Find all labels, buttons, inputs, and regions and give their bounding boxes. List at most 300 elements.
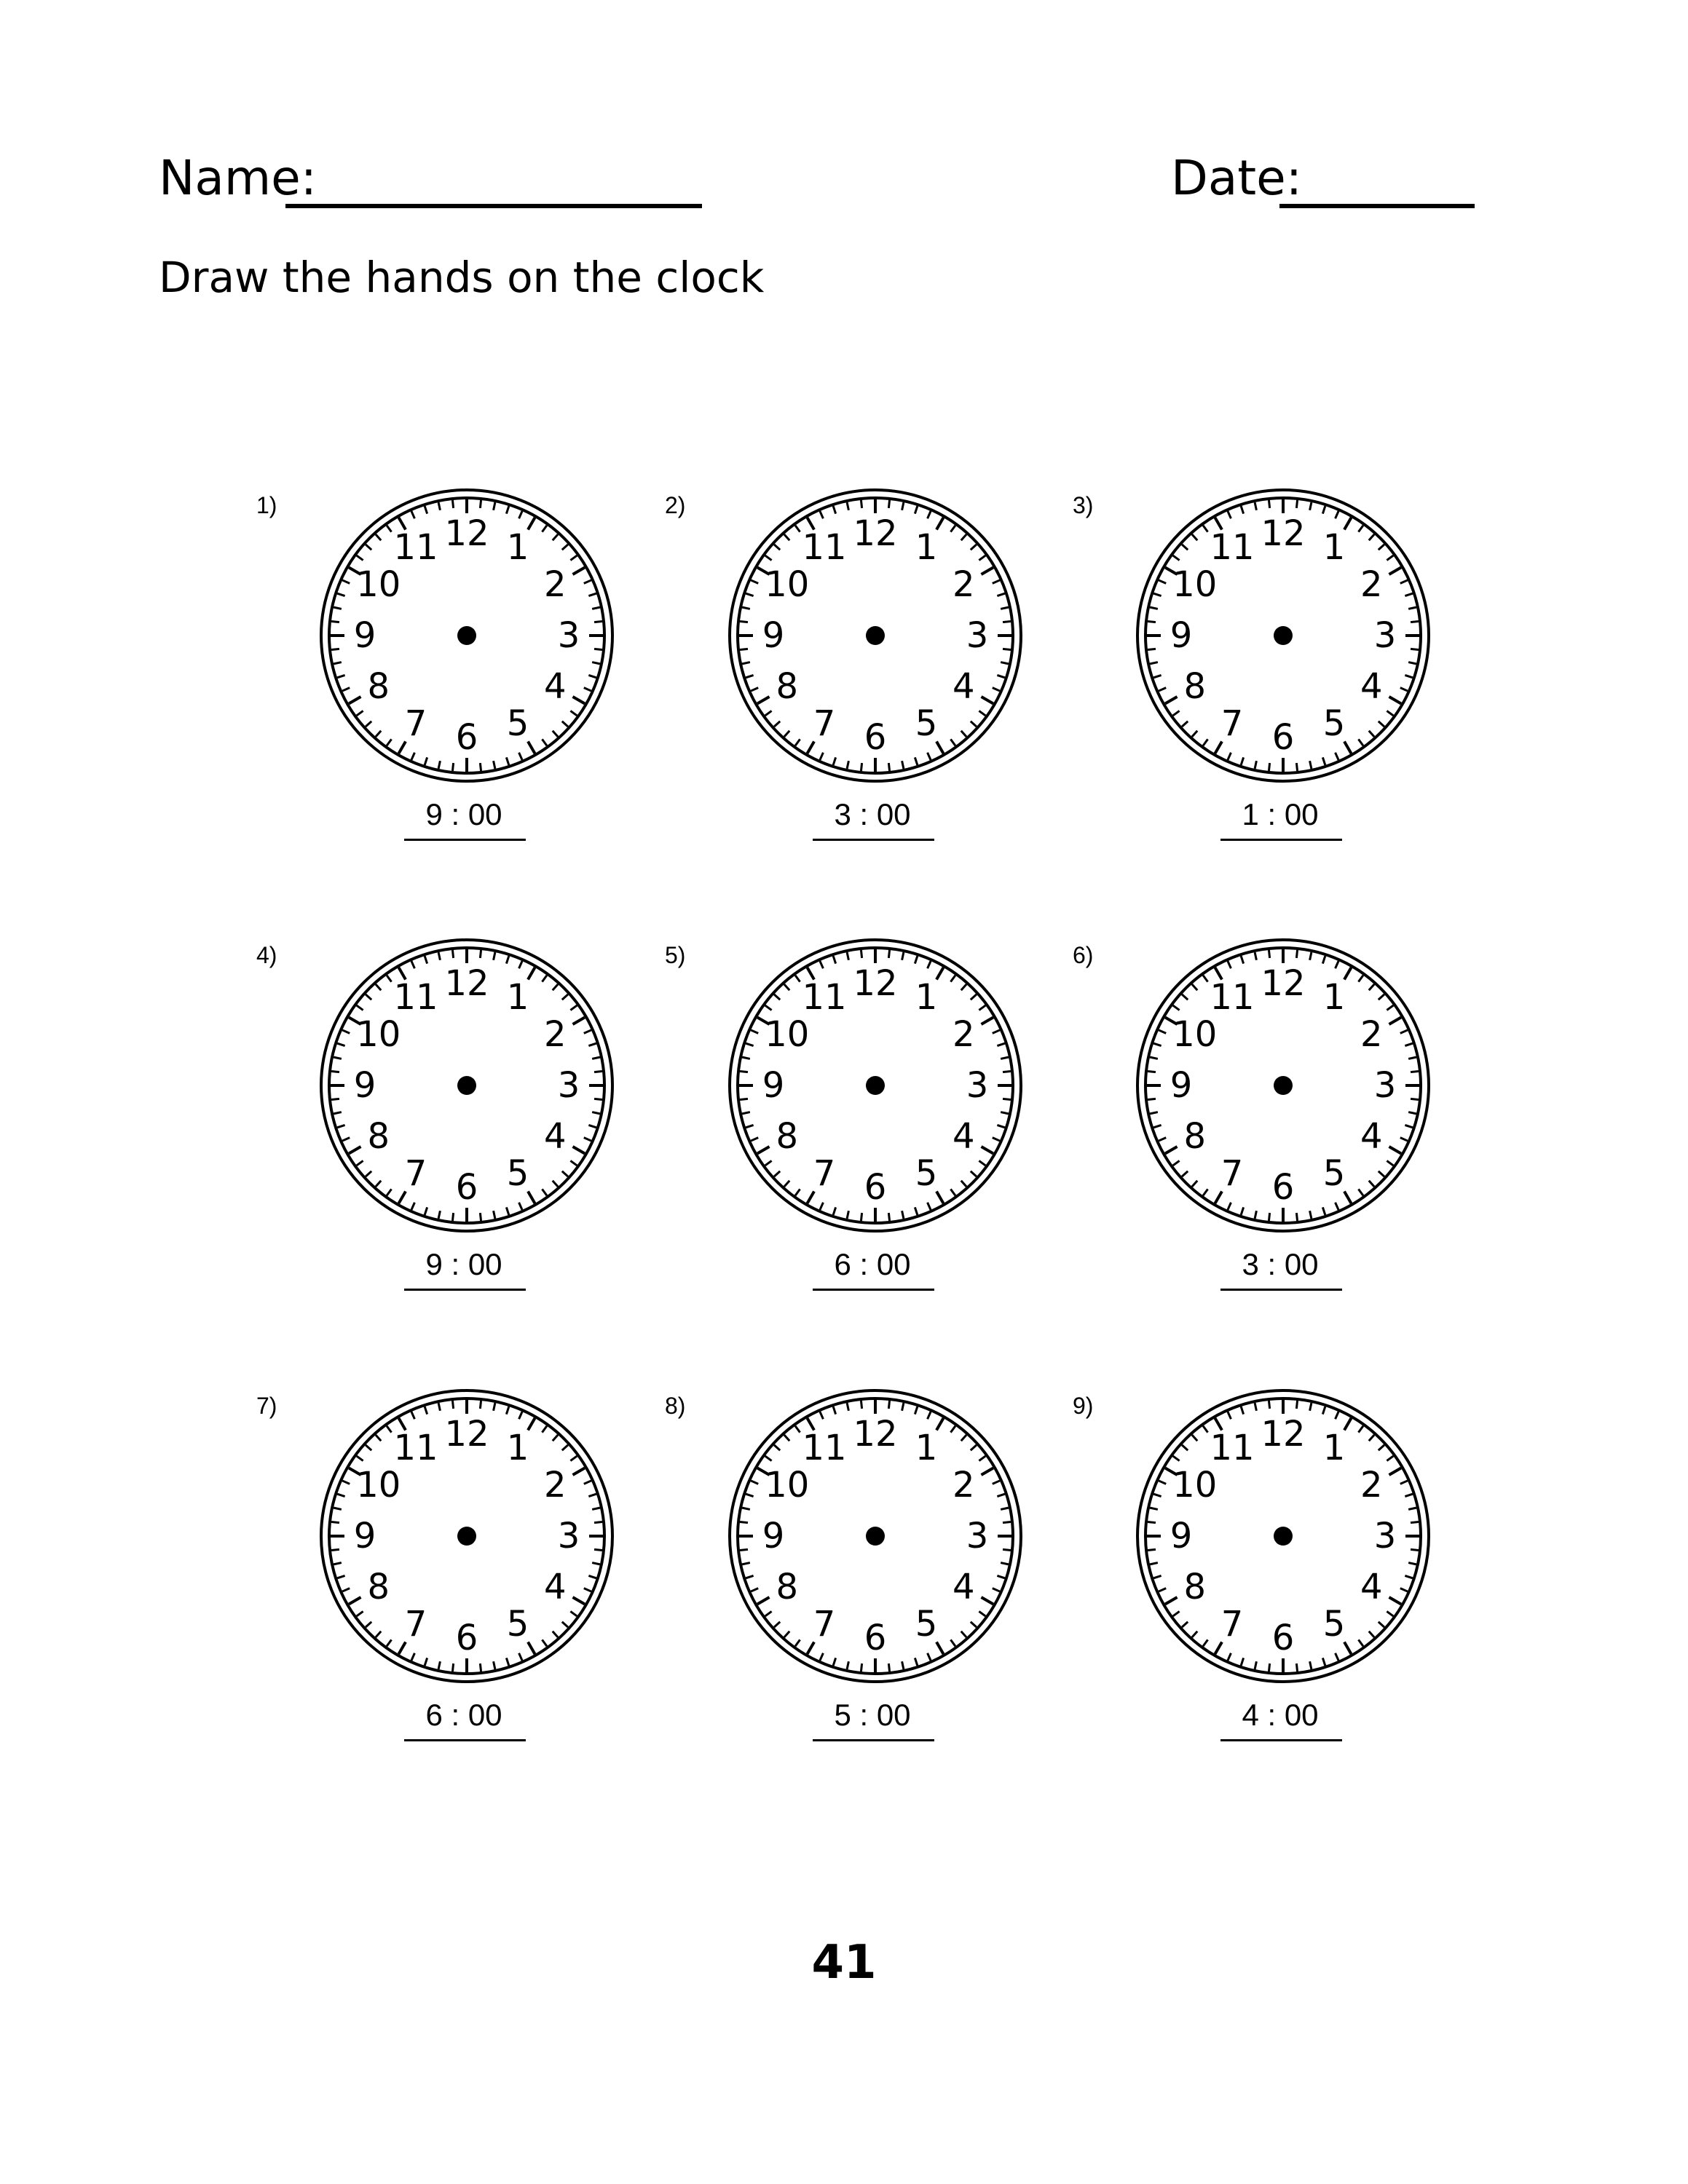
minute-tick xyxy=(366,1622,371,1627)
minute-tick xyxy=(357,1005,363,1010)
target-time: 3 : 00 xyxy=(1242,1247,1319,1281)
time-underline xyxy=(1220,1739,1342,1741)
minute-tick xyxy=(494,1661,495,1669)
minute-tick xyxy=(542,526,546,532)
minute-tick xyxy=(1241,757,1243,764)
minute-tick xyxy=(1310,952,1312,960)
minute-tick xyxy=(1408,1112,1416,1114)
minute-tick xyxy=(1203,1426,1207,1433)
minute-tick xyxy=(1150,1563,1158,1564)
minute-tick xyxy=(1203,976,1207,982)
clock-numeral: 10 xyxy=(356,1465,401,1506)
clock-numeral: 3 xyxy=(557,1516,580,1556)
minute-tick xyxy=(1182,721,1188,727)
minute-tick xyxy=(1369,1631,1374,1637)
minute-tick xyxy=(411,1203,414,1210)
hour-tick xyxy=(981,697,993,704)
minute-tick xyxy=(961,731,966,737)
minute-tick xyxy=(833,1207,835,1214)
clock-problem xyxy=(256,494,635,858)
minute-tick xyxy=(1241,1406,1243,1414)
minute-tick xyxy=(1228,961,1231,968)
date-field[interactable] xyxy=(1279,204,1475,208)
clock-center-dot xyxy=(457,1076,476,1095)
clock-face[interactable] xyxy=(1132,485,1434,786)
minute-tick xyxy=(1228,1203,1231,1210)
minute-tick xyxy=(357,1611,363,1615)
minute-tick xyxy=(751,1030,758,1033)
hour-tick xyxy=(981,568,993,575)
clock-numeral: 3 xyxy=(1373,1516,1397,1556)
clock-numeral: 3 xyxy=(966,1516,989,1556)
minute-tick xyxy=(1400,1138,1408,1141)
minute-tick xyxy=(774,1445,780,1450)
clock-numeral: 9 xyxy=(353,1065,376,1106)
minute-tick xyxy=(1001,1057,1009,1059)
minute-tick xyxy=(562,721,568,727)
minute-tick xyxy=(480,1401,481,1409)
minute-tick xyxy=(519,1203,522,1210)
clock-face[interactable] xyxy=(1132,1385,1434,1687)
minute-tick xyxy=(971,721,977,727)
clock-face[interactable] xyxy=(725,935,1026,1236)
hour-tick xyxy=(936,1418,944,1430)
clock-face[interactable] xyxy=(725,485,1026,786)
clock-numeral: 6 xyxy=(455,717,478,758)
minute-tick xyxy=(1255,952,1256,960)
minute-tick xyxy=(1408,1057,1416,1059)
minute-tick xyxy=(765,1005,772,1010)
minute-tick xyxy=(452,1401,453,1409)
minute-tick xyxy=(1003,1549,1011,1550)
minute-tick xyxy=(902,761,904,769)
minute-tick xyxy=(1379,1171,1384,1176)
clock-face[interactable] xyxy=(316,485,618,786)
minute-tick xyxy=(742,1563,750,1564)
minute-tick xyxy=(1310,761,1312,769)
minute-tick xyxy=(494,1403,495,1411)
minute-tick xyxy=(784,731,789,737)
minute-tick xyxy=(425,506,427,513)
minute-tick xyxy=(1336,753,1338,760)
minute-tick xyxy=(331,621,339,622)
minute-tick xyxy=(1192,1181,1197,1187)
minute-tick xyxy=(1148,1549,1156,1550)
minute-tick xyxy=(774,1171,780,1176)
minute-tick xyxy=(1182,1622,1188,1627)
minute-tick xyxy=(387,739,391,745)
minute-tick xyxy=(1400,688,1408,691)
minute-tick xyxy=(1159,1030,1166,1033)
clock-numeral: 5 xyxy=(506,703,529,745)
minute-tick xyxy=(1400,1030,1408,1033)
minute-tick xyxy=(847,1403,848,1411)
minute-tick xyxy=(1153,675,1161,677)
minute-tick xyxy=(337,675,344,677)
minute-tick xyxy=(1369,731,1374,737)
minute-tick xyxy=(1296,1401,1297,1409)
minute-tick xyxy=(847,1211,848,1219)
minute-tick xyxy=(411,753,414,760)
clock-numeral: 12 xyxy=(444,1414,489,1455)
minute-tick xyxy=(411,961,414,968)
minute-tick xyxy=(1336,1653,1338,1661)
clock-numeral: 8 xyxy=(1183,1116,1207,1157)
minute-tick xyxy=(997,1125,1004,1127)
clock-numeral: 9 xyxy=(1170,1065,1193,1106)
minute-tick xyxy=(425,1207,427,1214)
minute-tick xyxy=(833,1658,835,1665)
time-underline xyxy=(404,1739,526,1741)
minute-tick xyxy=(928,511,931,518)
clock-numeral: 6 xyxy=(455,1167,478,1208)
clock-numeral: 7 xyxy=(1220,1153,1244,1195)
clock-numeral: 9 xyxy=(762,615,785,656)
minute-tick xyxy=(784,534,789,540)
minute-tick xyxy=(915,1207,917,1214)
minute-tick xyxy=(1203,1189,1207,1195)
clock-numeral: 6 xyxy=(1271,1167,1295,1208)
instructions: Draw the hands on the clock xyxy=(159,253,765,302)
minute-tick xyxy=(784,1435,789,1441)
problem-number: 6) xyxy=(1073,942,1094,968)
problem-number: 7) xyxy=(256,1393,277,1419)
clock-numeral: 3 xyxy=(1373,615,1397,656)
minute-tick xyxy=(506,1658,508,1665)
minute-tick xyxy=(795,1426,800,1433)
clock-center-dot xyxy=(866,626,885,645)
minute-tick xyxy=(915,757,917,764)
clock-numeral: 4 xyxy=(1360,1567,1383,1607)
minute-tick xyxy=(1001,662,1009,664)
minute-tick xyxy=(751,1481,758,1484)
problem-number: 1) xyxy=(256,492,277,518)
hour-tick xyxy=(981,1468,993,1476)
clock-numeral: 3 xyxy=(966,615,989,656)
minute-tick xyxy=(1153,1125,1161,1127)
minute-tick xyxy=(1405,675,1412,677)
clock-numeral: 2 xyxy=(952,1014,975,1055)
minute-tick xyxy=(1150,1508,1158,1509)
hour-tick xyxy=(1344,518,1352,529)
clock-numeral: 5 xyxy=(915,1604,938,1645)
minute-tick xyxy=(902,1661,904,1669)
clock-face[interactable] xyxy=(316,1385,618,1687)
minute-tick xyxy=(1173,1160,1180,1165)
minute-tick xyxy=(570,1456,577,1460)
minute-tick xyxy=(376,1435,381,1441)
minute-tick xyxy=(1379,545,1384,550)
clock-problem xyxy=(1073,1394,1451,1758)
clock-problem xyxy=(665,1394,1044,1758)
clock-numeral: 8 xyxy=(776,1567,799,1607)
minute-tick xyxy=(915,956,917,963)
minute-tick xyxy=(1322,757,1325,764)
minute-tick xyxy=(784,984,789,990)
hour-tick xyxy=(1344,1642,1352,1653)
minute-tick xyxy=(820,1203,823,1210)
minute-tick xyxy=(411,511,414,518)
clock-numeral: 8 xyxy=(367,1116,390,1157)
minute-tick xyxy=(334,1057,342,1059)
clock-numeral: 4 xyxy=(543,1116,567,1157)
minute-tick xyxy=(751,688,758,691)
clock-problem xyxy=(1073,943,1451,1307)
minute-tick xyxy=(1296,1663,1297,1671)
clock-numeral: 11 xyxy=(1210,976,1255,1018)
minute-tick xyxy=(592,1057,600,1059)
clock-numeral: 9 xyxy=(353,1516,376,1556)
minute-tick xyxy=(387,1426,391,1433)
clock-problem xyxy=(1073,494,1451,858)
minute-tick xyxy=(342,1481,350,1484)
clock-numeral: 5 xyxy=(1322,1153,1346,1195)
name-label: Name: xyxy=(159,150,317,206)
minute-tick xyxy=(506,757,508,764)
minute-tick xyxy=(519,1653,522,1661)
hour-tick xyxy=(528,1418,535,1430)
minute-tick xyxy=(584,1481,591,1484)
minute-tick xyxy=(1369,1181,1374,1187)
target-time: 3 : 00 xyxy=(834,797,911,831)
minute-tick xyxy=(993,580,1000,583)
minute-tick xyxy=(1255,502,1256,510)
minute-tick xyxy=(820,1653,823,1661)
minute-tick xyxy=(1336,511,1338,518)
minute-tick xyxy=(1336,961,1338,968)
clock-numeral: 11 xyxy=(802,1427,847,1468)
minute-tick xyxy=(979,555,985,560)
minute-tick xyxy=(820,1412,823,1419)
minute-tick xyxy=(979,711,985,715)
hour-tick xyxy=(1389,697,1400,704)
minute-tick xyxy=(746,1125,753,1127)
clock-numeral: 7 xyxy=(404,703,427,745)
minute-tick xyxy=(1228,1412,1231,1419)
minute-tick xyxy=(553,731,558,737)
minute-tick xyxy=(1159,580,1166,583)
minute-tick xyxy=(425,1406,427,1414)
minute-tick xyxy=(847,502,848,510)
clock-numeral: 8 xyxy=(1183,1567,1207,1607)
clock-center-dot xyxy=(1274,1527,1293,1546)
clock-numeral: 12 xyxy=(853,1414,898,1455)
minute-tick xyxy=(584,1588,591,1591)
minute-tick xyxy=(765,555,772,560)
hour-tick xyxy=(757,1597,769,1605)
minute-tick xyxy=(337,1575,344,1578)
hour-tick xyxy=(572,1468,584,1476)
clock-numeral: 9 xyxy=(762,1516,785,1556)
minute-tick xyxy=(1192,731,1197,737)
minute-tick xyxy=(774,1622,780,1627)
minute-tick xyxy=(594,1549,602,1550)
minute-tick xyxy=(588,1125,596,1127)
minute-tick xyxy=(746,675,753,677)
clock-numeral: 11 xyxy=(802,526,847,568)
clock-numeral: 5 xyxy=(506,1604,529,1645)
minute-tick xyxy=(1369,1435,1374,1441)
clock-face[interactable] xyxy=(316,935,618,1236)
minute-tick xyxy=(746,1494,753,1496)
minute-tick xyxy=(1173,1611,1180,1615)
clock-numeral: 2 xyxy=(1360,1014,1383,1055)
minute-tick xyxy=(1255,1661,1256,1669)
minute-tick xyxy=(1001,607,1009,609)
minute-tick xyxy=(1322,1207,1325,1214)
minute-tick xyxy=(820,753,823,760)
target-time: 9 : 00 xyxy=(425,797,502,831)
minute-tick xyxy=(765,711,772,715)
minute-tick xyxy=(494,952,495,960)
minute-tick xyxy=(902,502,904,510)
minute-tick xyxy=(950,1426,955,1433)
clock-problem xyxy=(256,1394,635,1758)
minute-tick xyxy=(519,753,522,760)
hour-tick xyxy=(528,1642,535,1653)
minute-tick xyxy=(1150,1057,1158,1059)
minute-tick xyxy=(1358,1189,1362,1195)
minute-tick xyxy=(928,961,931,968)
hour-tick xyxy=(1165,697,1177,704)
clock-face[interactable] xyxy=(725,1385,1026,1687)
minute-tick xyxy=(1408,1508,1416,1509)
clock-numeral: 5 xyxy=(506,1153,529,1195)
clock-numeral: 6 xyxy=(864,717,887,758)
clock-numeral: 10 xyxy=(1172,1014,1218,1055)
minute-tick xyxy=(357,1160,363,1165)
clock-numeral: 8 xyxy=(776,666,799,707)
minute-tick xyxy=(902,1403,904,1411)
minute-tick xyxy=(553,1181,558,1187)
minute-tick xyxy=(742,662,750,664)
minute-tick xyxy=(950,976,955,982)
page-number: 41 xyxy=(811,1936,877,1990)
clock-numeral: 10 xyxy=(356,564,401,605)
clock-numeral: 1 xyxy=(506,976,529,1018)
minute-tick xyxy=(1203,739,1207,745)
minute-tick xyxy=(1192,1435,1197,1441)
minute-tick xyxy=(1228,511,1231,518)
hour-tick xyxy=(981,1597,993,1605)
clock-numeral: 12 xyxy=(1261,963,1306,1004)
clock-numeral: 7 xyxy=(1220,703,1244,745)
clock-numeral: 12 xyxy=(444,963,489,1004)
problem-number: 5) xyxy=(665,942,686,968)
minute-tick xyxy=(774,545,780,550)
clock-numeral: 4 xyxy=(952,666,975,707)
minute-tick xyxy=(506,1406,508,1414)
minute-tick xyxy=(1411,1071,1419,1072)
clock-numeral: 4 xyxy=(543,1567,567,1607)
minute-tick xyxy=(331,1071,339,1072)
minute-tick xyxy=(1192,984,1197,990)
minute-tick xyxy=(1411,621,1419,622)
minute-tick xyxy=(588,1575,596,1578)
minute-tick xyxy=(342,1138,350,1141)
minute-tick xyxy=(480,763,481,771)
minute-tick xyxy=(1001,1112,1009,1114)
minute-tick xyxy=(584,688,591,691)
minute-tick xyxy=(993,1588,1000,1591)
minute-tick xyxy=(997,675,1004,677)
minute-tick xyxy=(1148,621,1156,622)
clock-numeral: 4 xyxy=(1360,1116,1383,1157)
target-time: 6 : 00 xyxy=(834,1247,911,1281)
clock-numeral: 7 xyxy=(1220,1604,1244,1645)
clock-numeral: 12 xyxy=(444,513,489,554)
hour-tick xyxy=(1344,1191,1352,1203)
minute-tick xyxy=(993,688,1000,691)
clock-numeral: 4 xyxy=(952,1116,975,1157)
name-field[interactable] xyxy=(285,204,702,208)
minute-tick xyxy=(1173,1456,1180,1460)
time-underline xyxy=(404,1289,526,1291)
minute-tick xyxy=(902,952,904,960)
target-time: 1 : 00 xyxy=(1242,797,1319,831)
minute-tick xyxy=(331,1549,339,1550)
minute-tick xyxy=(961,1435,966,1441)
clock-numeral: 11 xyxy=(802,976,847,1018)
clock-numeral: 7 xyxy=(404,1604,427,1645)
clock-center-dot xyxy=(457,1527,476,1546)
minute-tick xyxy=(928,753,931,760)
minute-tick xyxy=(570,1160,577,1165)
minute-tick xyxy=(1400,1481,1408,1484)
minute-tick xyxy=(950,1189,955,1195)
minute-tick xyxy=(594,621,602,622)
minute-tick xyxy=(506,956,508,963)
clock-problem xyxy=(256,943,635,1307)
minute-tick xyxy=(1192,534,1197,540)
clock-face[interactable] xyxy=(1132,935,1434,1236)
minute-tick xyxy=(1387,1456,1393,1460)
hour-tick xyxy=(349,1147,360,1154)
minute-tick xyxy=(542,739,546,745)
minute-tick xyxy=(376,534,381,540)
minute-tick xyxy=(742,1508,750,1509)
minute-tick xyxy=(1358,976,1362,982)
minute-tick xyxy=(1150,662,1158,664)
hour-tick xyxy=(936,518,944,529)
minute-tick xyxy=(562,994,568,1000)
hour-tick xyxy=(572,697,584,704)
minute-tick xyxy=(1379,994,1384,1000)
minute-tick xyxy=(961,1181,966,1187)
minute-tick xyxy=(1296,763,1297,771)
hour-tick xyxy=(349,697,360,704)
minute-tick xyxy=(553,534,558,540)
minute-tick xyxy=(1150,607,1158,609)
hour-tick xyxy=(1389,1468,1400,1476)
minute-tick xyxy=(928,1653,931,1661)
clock-numeral: 1 xyxy=(915,1427,938,1468)
clock-numeral: 10 xyxy=(1172,1465,1218,1506)
minute-tick xyxy=(751,1588,758,1591)
minute-tick xyxy=(342,688,350,691)
clock-numeral: 9 xyxy=(762,1065,785,1106)
clock-numeral: 10 xyxy=(765,1014,810,1055)
minute-tick xyxy=(1241,956,1243,963)
minute-tick xyxy=(1173,711,1180,715)
hour-tick xyxy=(572,1597,584,1605)
minute-tick xyxy=(588,1494,596,1496)
clock-numeral: 5 xyxy=(1322,1604,1346,1645)
clock-numeral: 12 xyxy=(853,963,898,1004)
minute-tick xyxy=(784,1631,789,1637)
minute-tick xyxy=(452,1663,453,1671)
minute-tick xyxy=(480,1213,481,1221)
